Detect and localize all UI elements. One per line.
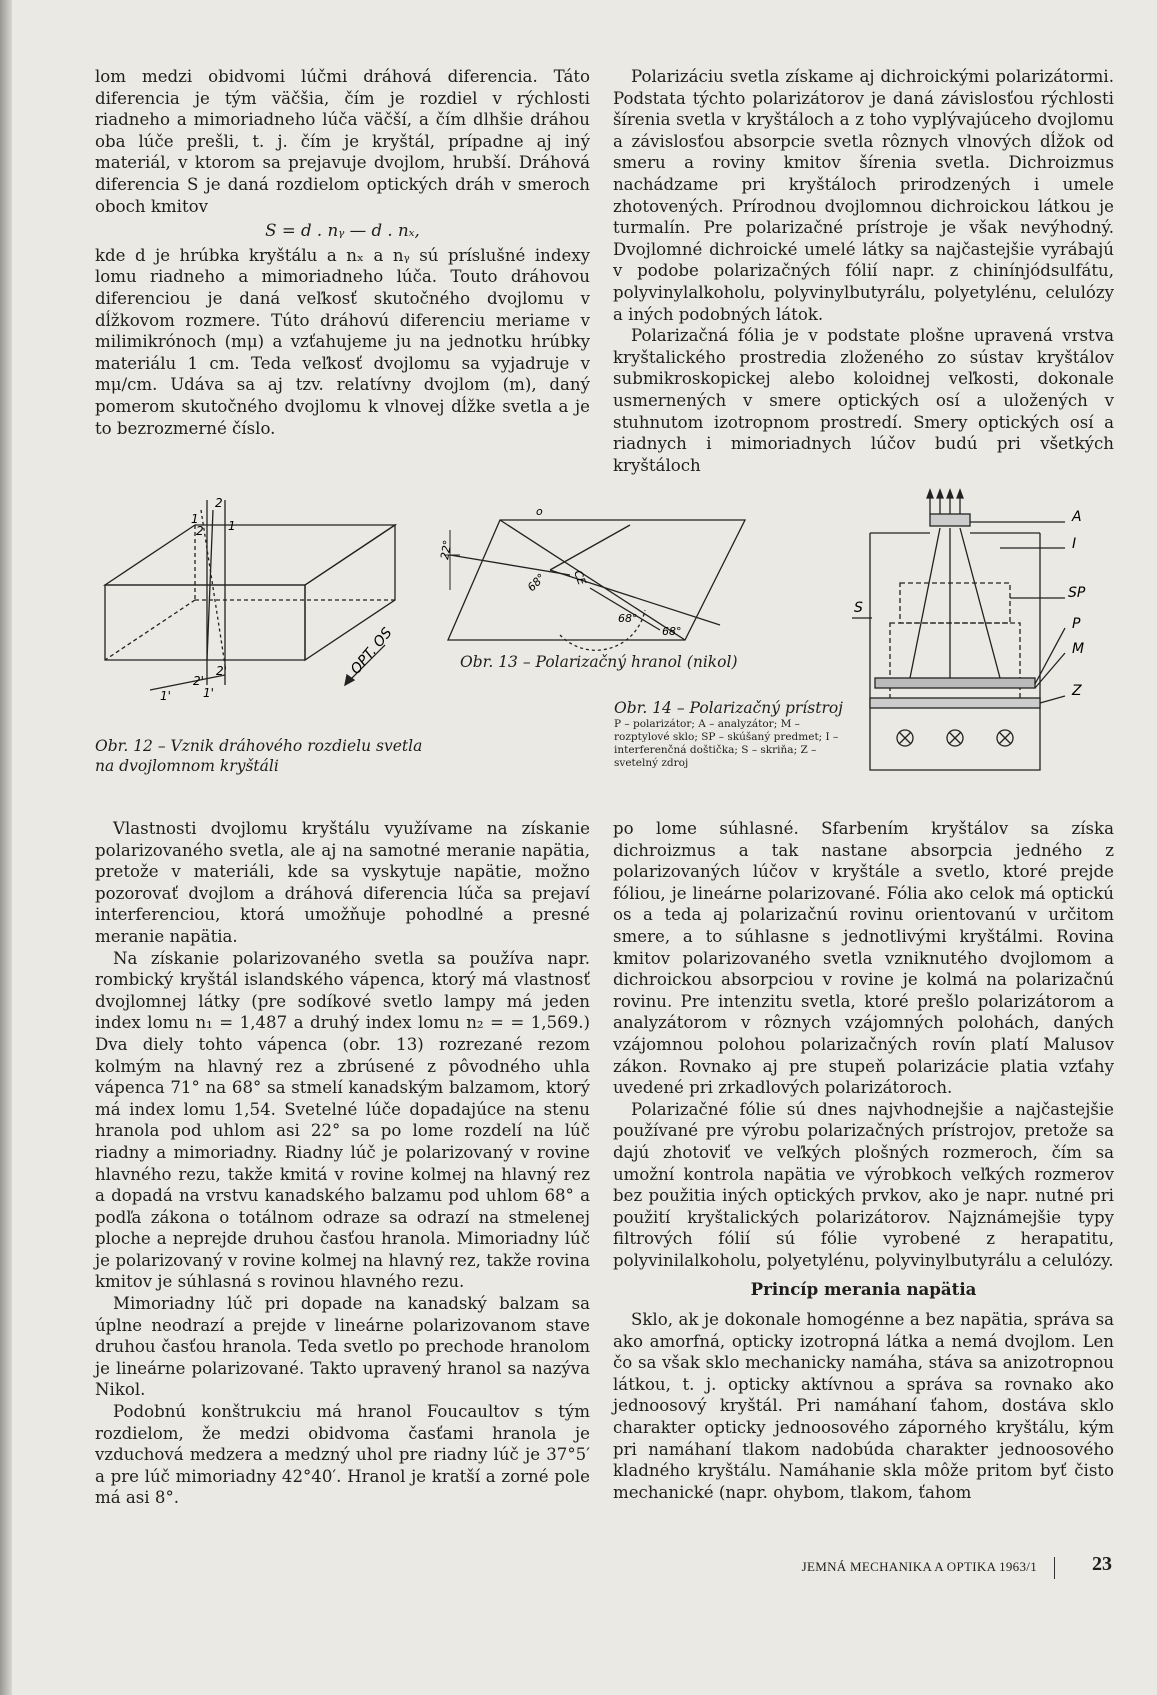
figure-14-caption: Obr. 14 – Polarizačný prístroj — [614, 699, 843, 717]
fig12-label-2p: 2' — [193, 674, 204, 688]
fig12-label-2: 2 — [196, 524, 204, 538]
paragraph: Mimoriadny lúč pri dopade na kanadský balzam sa úplne neodrazí a prejde v lineárne polarizovanom stave druhou časťou hranola. Teda svetlo po prechode hranolom je lineárne polarizované. Takto upravený hranol sa nazýva Nikol. — [95, 1294, 590, 1400]
fig14-label-A: A — [1072, 509, 1082, 525]
paragraph: Vlastnosti dvojlomu kryštálu využívame na získanie polarizovaného svetla, ale aj na samotné meranie napätia, pretože v materiáli, kde sa vyskytuje napätie, možno pozorovať dvojlom a dráhová diferencia lúča sa prejaví interferenciou, ktorá umožňuje pohodlné a presné meranie napätia. — [95, 819, 590, 946]
fig13-label-68c: 68° — [662, 625, 682, 638]
fig13-label-68b: 68° — [618, 612, 638, 625]
figure-12-caption: Obr. 12 – Vznik dráhového rozdielu svetla na dvojlomnom kryštáli — [95, 737, 423, 775]
paragraph: Podobnú konštrukciu má hranol Foucaultov s tým rozdielom, že medzi obidvoma časťami hranola je vzduchová medzera a medzný uhol pre riadny lúč je 37°5′ a pre lúč mimoriadny 42°40′. Hranol je kratší a zorné pole má asi 8°. — [95, 1402, 590, 1508]
paragraph: Na získanie polarizovaného svetla sa používa napr. rombický kryštál islandského vápenca, ktorý má vlastnosť dvojlomnej látky (pre sodíkové svetlo lampy má jeden index lomu n₁ = 1,487 a druhý index lomu n₂ = = 1,569.) Dva diely tohto vápenca (obr. 13) rozrezané rezom kolmým na hlavný rez a zbrúsené z pôvodného uhla vápenca 71° na 68° sa stmelí kanadským balzamom, ktorý má index lomu 1,54. Svetelné lúče dopadajúce na stenu hranola pod uhlom asi 22° sa po lome rozdelí na lúč riadny a mimoriadny. Riadny lúč je polarizovaný v rovine hlavného rezu, takže kmitá v rovine kolmej na hlavný rez a dopadá na vrstvu kanadského balzamu pod uhlom 68° a podľa zákona o totálnom odraze sa odrazí na stmelenej ploche a neprejde druhou časťou hranola. Mimoriadny lúč je polarizovaný v rovine kolmej na hlavný rez, takže rovina kmitov je súhlasná s rovinou hlavného rezu. — [95, 948, 590, 1292]
fig14-label-I: I — [1072, 536, 1077, 552]
paragraph: Polarizačné fólie sú dnes najvhodnejšie a najčastejšie používané pre výrobu polarizačných prístrojov, pretože sa dajú zhotoviť ve veľkých plošných rozmeroch, čím sa umožní kontrola napätia ve výrobkoch veľkých rozmerov bez použitia iných optických prvkov, ako je napr. nutné pri použití kryštalických polarizátorov. Najznámejšie typy filtrových fólií sú fólie vyrobené z herapatitu, polyvinilalkoholu, polyetylénu, polyvinylbutyrálu a celulózy. — [613, 1099, 1114, 1270]
fig12-label-2: 2 — [215, 496, 223, 510]
fig12-label-1: 1 — [228, 519, 236, 533]
paragraph: po lome súhlasné. Sfarbením kryštálov sa získa dichroizmus a tak nastane absorpcia jedného z polarizovaných lúčov v kryštále a svetlo, ktoré prejde fóliou, je lineárne polarizované. Fólia ako celok má optickú os a teda aj polarizačnú rovinu orientovanú v určitom smere, a to súhlasne s jednotlivými kryštálmi. Rovina kmitov polarizovaného svetla vzniknutého dvojlomom a dichroickou absorpciou v rovine je kolmá na polarizačnú rovinu. Pre intenzitu svetla, ktoré prešlo polarizátorom a analyzátorom v rôznych vzájomných polohách, daných vzájomnou polohou polarizačných rovín platí Malusov zákon. Rovnako aj pre stupeň polarizácie platia vzťahy uvedené pri zrkadlových polarizátoroch. — [613, 819, 1114, 1098]
fig12-label-1p: 1' — [203, 686, 214, 700]
paragraph: kde d je hrúbka kryštálu a nₓ a nᵧ sú príslušné indexy lomu riadneho a mimoriadneho lúča. Touto dráhovou diferenciou je daná veľkosť skutočného dvojlomu v dĺžkovom rozmere. Túto dráhovú diferenciu meriame v milimikrónoch (mμ) a vzťahujeme ju na jednotku hrúbky materiálu 1 cm. Teda veľkosť dvojlomu sa vyjadruje v mμ/cm. Udáva sa aj tzv. relatívny dvojlom (m), daný pomerom skutočného dvojlomu k vlnovej dĺžke svetla a je to bezrozmerné číslo. — [95, 245, 590, 438]
fig13-label-ce: CE — [571, 568, 589, 587]
fig14-label-P: P — [1072, 616, 1081, 632]
paragraph: Sklo, ak je dokonale homogénne a bez napätia, správa sa ako amorfná, opticky izotropná látka a nemá dvojlom. Len čo sa však sklo mechanicky namáha, stáva sa anizotropnou látkou, t. j. opticky aktívnou a správa sa rovnako ako jednoosový kryštál. Pri namáhaní ťahom, dostáva sklo charakter opticky jednoosového záporného kryštálu, kým pri namáhaní tlakom nadobúda charakter jednoosového kladného kryštálu. Namáhanie skla môže pritom byť čisto mechanické (napr. ohybom, tlakom, ťahom — [613, 1310, 1114, 1502]
figure-14-polarization-device — [850, 488, 1120, 774]
left-column-bottom — [95, 818, 590, 1509]
fig14-label-S: S — [854, 600, 863, 616]
figure-14-legend: P – polarizátor; A – analyzátor; M – rozptylové sklo; SP – skúšaný predmet; I – interferenčná doštička; S – skriňa; Z – svetelný zdroj — [614, 718, 839, 769]
page-number: 23 — [1092, 1553, 1112, 1575]
page-binding-shadow — [0, 0, 12, 1695]
right-column-bottom — [613, 818, 1114, 1503]
fig12-label-2p: 2' — [216, 664, 227, 678]
footer-divider — [1054, 1557, 1056, 1579]
paragraph: Polarizačná fólia je v podstate plošne upravená vrstva kryštalického prostredia zloženého zo sústav kryštálov submikroskopickej alebo koloidnej veľkosti, dokonale usmernených v smere optických osí a uložených v stuhnutom izotropnom prostredí. Smery optických osí a riadnych i mimoriadnych lúčov budú pri všetkých kryštáloch — [613, 326, 1114, 475]
fig14-label-M: M — [1072, 641, 1085, 657]
fig12-optic-axis-label: OPT. OS — [347, 625, 396, 678]
fig14-label-Z: Z — [1072, 683, 1082, 699]
figure-13-caption: Obr. 13 – Polarizačný hranol (nikol) — [460, 653, 738, 671]
paragraph: lom medzi obidvomi lúčmi dráhová diferencia. Táto diferencia je tým väčšia, čím je rozdiel v rýchlosti riadneho a mimoriadneho lúča väčší, a čím dlhšie dráhou oba lúče prešli, t. j. čím je kryštál, prípadne aj iný materiál, v ktorom sa prejavuje dvojlom, hrubší. Dráhová diferencia S je daná rozdielom optických dráh v smeroch oboch kmitov — [95, 67, 590, 216]
left-column-top — [95, 66, 590, 439]
fig12-label-1: 1 — [191, 512, 199, 526]
fig13-label-o: o — [536, 505, 543, 518]
paragraph: Polarizáciu svetla získame aj dichroickými polarizátormi. Podstata týchto polarizátorov je daná závislosťou rýchlosti šírenia svetla v kryštáloch a z toho vyplývajúceho dvojlomu a závislosťou absorpcie svetla rôznych vlnových dĺžok od smeru a roviny kmitov šírenia svetla. Dichroizmus nachádzame pri kryštáloch prirodzených i umele zhotovených. Prírodnou dvojlomnou dichroickou látkou je turmalín. Pre polarizačné prístroje je však nevýhodný. Dvojlomné dichroické umelé látky sa najčastejšie vyrábajú v podobe polarizačných fólií napr. z chinínjódsulfátu, polyvinylalkoholu, polyvinylbutyrálu, polyetylénu, celulózy a iných podobných látok. — [613, 67, 1114, 324]
right-column-top — [613, 66, 1114, 476]
equation: S = d . nᵧ — d . nₓ, — [265, 221, 420, 241]
fig14-label-SP: SP — [1068, 585, 1086, 601]
page-footer — [795, 1553, 1115, 1579]
fig12-label-1p: 1' — [160, 689, 171, 703]
journal-name: JEMNÁ MECHANIKA A OPTIKA 1963/1 — [801, 1559, 1037, 1574]
fig13-label-68: 68° — [524, 571, 548, 595]
section-heading: Princíp merania napätia — [750, 1279, 977, 1300]
figure-12-crystal-diagram — [95, 495, 435, 720]
fig13-label-22: 22° — [438, 539, 455, 561]
figure-13-nicol-prism — [440, 500, 760, 650]
